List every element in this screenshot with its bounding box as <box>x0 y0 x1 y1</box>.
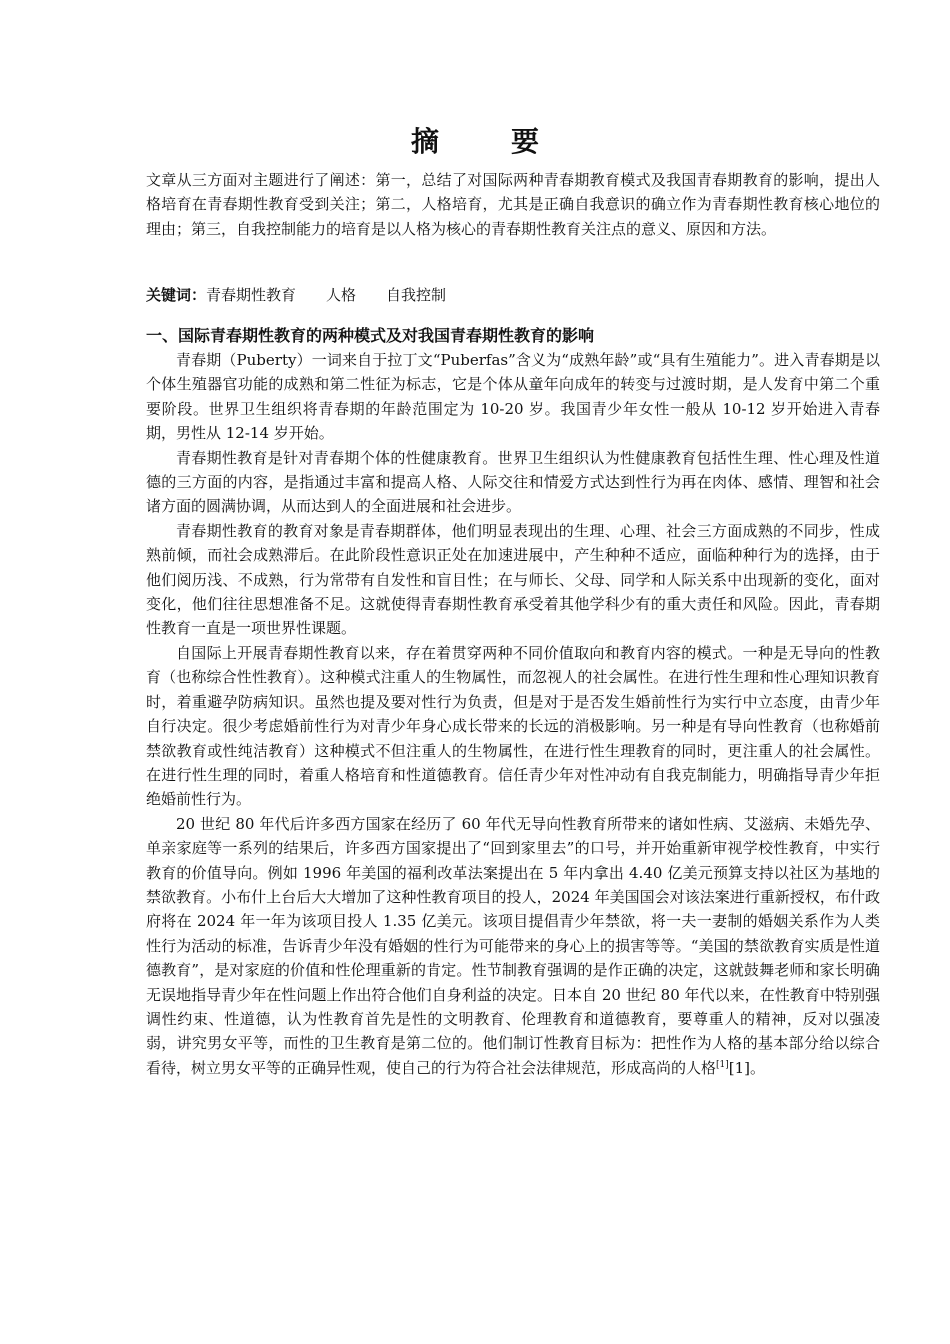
page-title: 摘要 <box>410 125 611 158</box>
body-paragraph: 青春期性教育是针对青春期个体的性健康教育。世界卫生组织认为性健康教育包括性生理、性心理及性道德的三方面的内容，是指通过丰富和提高人格、人际交往和情爱方式达到性行为再在肉体、感情、理智和社会诸方面的圆满协调，从而达到人的全面进展和社会进步。 <box>146 448 880 516</box>
body-paragraph-last <box>146 812 880 1080</box>
section-body <box>146 348 880 1080</box>
keywords-line <box>146 283 880 307</box>
keyword-item: 人格 <box>326 286 357 304</box>
body-paragraph: 青春期性教育的教育对象是青春期群体，他们明显表现出的生理、心理、社会三方面成熟的不同步，性成熟前倾，而社会成熟滞后。在此阶段性意识正处在加速进展中，产生种种不适应，面临种种行为的选择，由于他们阅历浅、不成熟，行为常带有自发性和盲目性；在与师长、父母、同学和人际关系中出现新的变化，面对变化，他们往往思想准备不足。这就使得青春期性教育承受着其他学科少有的重大责任和风险。因此，青春期性教育一直是一项世界性课题。 <box>146 521 880 638</box>
keyword-item: 自我控制 <box>386 286 447 304</box>
abstract-paragraph: 文章从三方面对主题进行了阐述：第一，总结了对国际两种青春期教育模式及我国青春期教育的影响，提出人格培育在青春期性教育受到关注；第二，人格培育，尤其是正确自我意识的确立作为青春期性教育核心地位的理由；第三，自我控制能力的培育是以人格为核心的青春期性教育关注点的意义、原因和方法。 <box>146 171 880 238</box>
keywords-label: 关键词： <box>146 286 207 304</box>
citation-tail: [1]。 <box>728 1058 766 1077</box>
keyword-item: 青春期性教育 <box>206 286 297 304</box>
section-heading: 一、国际青春期性教育的两种模式及对我国青春期性教育的影响 <box>146 326 595 345</box>
body-paragraph: 青春期（Puberty）一词来自于拉丁文“Puberfas”含义为“成熟年龄”或“具有生殖能力”。进入青春期是以个体生殖器官功能的成熟和第二性征为标志，它是个体从童年向成年的转变与过渡时期，是人发育中第二个重要阶段。世界卫生组织将青春期的年龄范围定为 10-20 岁。我国青少年女性一般从 10-12 岁开始进入青春期，男性从 12-14 岁开始。 <box>146 351 880 443</box>
body-paragraph-text: 20 世纪 80 年代后许多西方国家在经历了 60 年代无导向性教育所带来的诸如性病、艾滋病、未婚先孕、单亲家庭等一系列的结果后，许多西方国家提出了“回到家里去”的口号，并开始重新审视学校性教育，中实行教育的价值导向。例如 1996 年美国的福利改革法案提出在 5 年内拿出 4.40 亿美元预算支持以社区为基地的禁欲教育。小布什上台后大大增加了这种性教育项目的投人，2024 年美国国会对该法案进行重新授权，布什政府将在 2024 年一年为该项目投人 1.35 亿美元。该项目提倡青少年禁欲，将一夫一妻制的婚姻关系作为人类性行为活动的标准，告诉青少年没有婚姻的性行为可能带来的身心上的损害等等。“美国的禁欲教育实质是性道德教育”，是对家庭的价值和性伦理重新的肯定。性节制教育强调的是作正确的决定，这就鼓舞老师和家长明确无误地指导青少年在性问题上作出符合他们自身利益的决定。日本自 20 世纪 80 年代以来，在性教育中特别强调性约束、性道德，认为性教育首先是性的文明教育、伦理教育和道德教育，要尊重人的精神，反对以强凌弱，讲究男女平等，而性的卫生教育是第二位的。他们制订性教育目标为：把性作为人格的基本部分给以综合看待，树立男女平等的正确异性观，使自己的行为符合社会法律规范，形成高尚的人格 <box>146 814 880 1077</box>
citation-superscript: [1] <box>716 1059 729 1070</box>
body-paragraph: 自国际上开展青春期性教育以来，存在着贯穿两种不同价值取向和教育内容的模式。一种是无导向的性教育（也称综合性性教育）。这种模式注重人的生物属性，而忽视人的社会属性。在进行性生理和性心理知识教育时，着重避孕防病知识。虽然也提及要对性行为负责，但是对于是否发生婚前性行为实行中立态度，由青少年自行决定。很少考虑婚前性行为对青少年身心成长带来的长远的消极影响。另一种是有导向性教育（也称婚前禁欲教育或性纯洁教育）这种模式不但注重人的生物属性，在进行性生理教育的同时，更注重人的社会属性。在进行性生理的同时，着重人格培育和性道德教育。信任青少年对性冲动有自我克制能力，明确指导青少年拒绝婚前性行为。 <box>146 643 880 809</box>
